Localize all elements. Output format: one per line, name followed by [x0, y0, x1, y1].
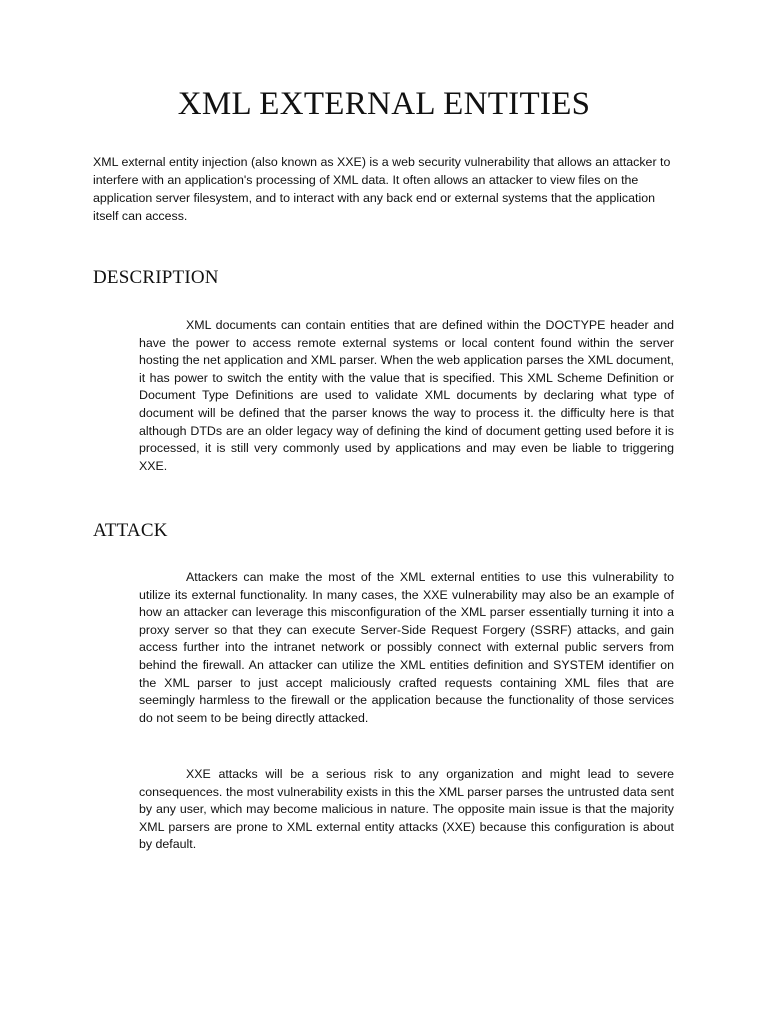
section-heading-attack: ATTACK: [93, 520, 168, 541]
attack-paragraph-2: XXE attacks will be a serious risk to any organization and might lead to severe consequences. the most vulnerability exists in this the XML parser parses the untrusted data sent by any user, which may become malicious in nature. The opposite main issue is that the majority XML parsers are prone to XML external entity attacks (XXE) because this configuration is about by default.: [139, 767, 674, 852]
intro-paragraph: XML external entity injection (also known as XXE) is a web security vulnerability that allows an attacker to interfere with an application's processing of XML data. It often allows an attacker to view files on the application server filesystem, and to interact with any back end or external systems that the application itself can access.: [93, 155, 671, 223]
document-title: XML EXTERNAL ENTITIES: [177, 86, 591, 122]
description-paragraph: XML documents can contain entities that are defined within the DOCTYPE header and have the power to access remote external systems or local content found within the server hosting the net application and XML parser. When the web application parses the XML document, it has power to switch the entity with the value that is specified. This XML Scheme Definition or Document Type Definitions are used to validate XML documents by declaring what type of document will be defined that the parser knows the way to process it. the difficulty here is that although DTDs are an older legacy way of defining the kind of document getting used before it is processed, it is still very commonly used by applications and may even be liable to triggering XXE.: [139, 318, 674, 473]
attack-paragraph-1: Attackers can make the most of the XML external entities to use this vulnerability to utilize its external functionality. In many cases, the XXE vulnerability may also be an example of how an attacker can leverage this misconfiguration of the XML parser essentially turning it into a proxy server so that they can execute Server-Side Request Forgery (SSRF) attacks, and gain access further into the intranet network or possibly connect with external public servers from behind the firewall. An attacker can utilize the XML entities definition and SYSTEM identifier on the XML parser to just accept maliciously crafted requests containing XML files that are seemingly harmless to the firewall or the application because the functionality of those services do not seem to be being directly attacked.: [139, 570, 674, 725]
section-heading-description: DESCRIPTION: [93, 267, 219, 288]
